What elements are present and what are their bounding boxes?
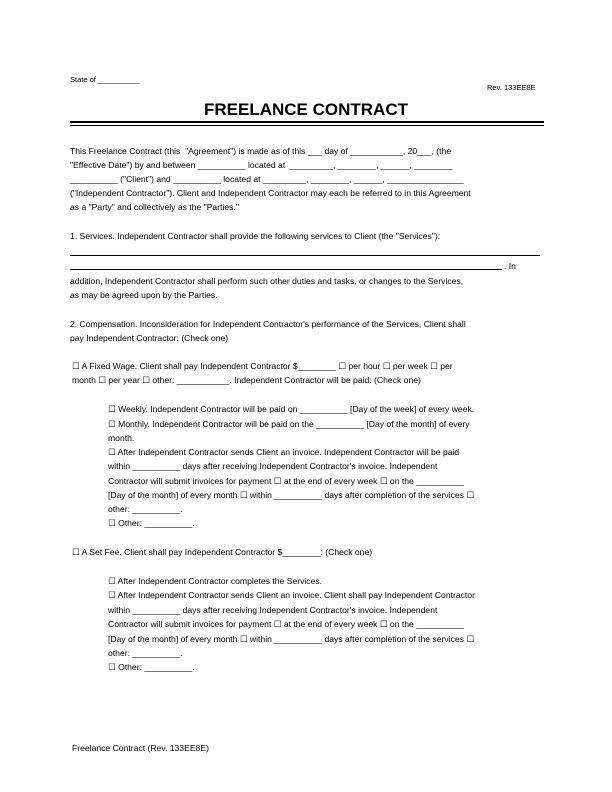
page-footer: Freelance Contract (Rev. 133EE8E) [72,743,209,753]
set-fee-invoice-line: other: __________. [108,648,183,658]
intro-line: This Freelance Contract (this "Agreement") is made as of this ___ day of ___________, 20___, (the [70,146,452,156]
state-of-field: State of __________ [70,75,140,84]
services-line-end: . In [504,261,516,271]
fixed-wage-other-option[interactable]: ☐ Other: __________. [108,518,195,528]
fixed-wage-invoice-option[interactable]: ☐ After Independent Contractor sends Client an invoice. Independent Contractor will be paid [108,447,460,457]
fixed-wage-invoice-line: other: __________. [108,504,183,514]
fixed-wage-invoice-line: within __________ days after receiving Independent Contractor's invoice. Independent [108,461,438,471]
title-rule-thick [70,121,544,123]
intro-line: "Effective Date") by and between __________ located at _________, ________, ______, ________ [70,160,453,170]
compensation-line: 2. Compensation. Inconsideration for Independent Contractor's performance of the Services, Client shall [70,319,466,329]
services-blank-line [70,255,540,256]
services-heading: 1. Services. Independent Contractor shall provide the following services to Client (the "Services"): [70,231,441,241]
intro-line: as a "Party" and collectively as the "Parties." [70,202,239,212]
services-blank-line [70,269,502,270]
fixed-wage-option[interactable]: ☐ A Fixed Wage. Client shall pay Independent Contractor $________ ☐ per hour ☐ per week ☐ per [72,361,453,371]
fixed-wage-monthly-option[interactable]: ☐ Monthly. Independent Contractor will be paid on the __________ [Day of the month] of every [108,419,470,429]
fixed-wage-invoice-line: Contractor will submit invoices for payment ☐ at the end of every week ☐ on the __________ [108,476,465,486]
intro-line: ("Independent Contractor"). Client and Independent Contractor may each be referred to in this Agreement [70,188,471,198]
fixed-wage-invoice-line: [Day of the month] of every month ☐ within __________ days after completion of the services ☐ [108,490,475,500]
title-rule-thin [70,125,544,126]
revision-number: Rev. 133EE8E [487,83,536,92]
set-fee-invoice-line: within __________ days after receiving Independent Contractor's invoice. Independent [108,605,438,615]
set-fee-invoice-line: Contractor will submit invoices for payment ☐ at the end of every week ☐ on the __________ [108,619,465,629]
fixed-wage-monthly-cont: month. [108,433,135,443]
fixed-wage-line: month ☐ per year ☐ other: ___________. Independent Contractor will be paid: (Check one) [72,375,421,385]
compensation-line: pay Independent Contractor: (Check one) [70,333,229,343]
fixed-wage-weekly-option[interactable]: ☐ Weekly. Independent Contractor will be paid on __________ [Day of the week] of every week. [108,404,475,414]
document-title: FREELANCE CONTRACT [204,100,408,119]
set-fee-completion-option[interactable]: ☐ After Independent Contractor completes the Services. [108,576,323,586]
set-fee-invoice-option[interactable]: ☐ After Independent Contractor sends Client an invoice. Client shall pay Independent Contractor [108,590,475,600]
set-fee-other-option[interactable]: ☐ Other: __________. [108,662,195,672]
intro-line: __________ ("Client") and __________ located at _________, ________, ______, ________________ [70,174,464,184]
services-line: addition, Independent Contractor shall perform such other duties and tasks, or changes to the Services, [70,276,464,286]
services-line: as may be agreed upon by the Parties. [70,290,218,300]
set-fee-invoice-line: [Day of the month] of every month ☐ within __________ days after completion of the services ☐ [108,634,475,644]
set-fee-option[interactable]: ☐ A Set Fee. Client shall pay Independent Contractor $________: (Check one) [72,547,373,557]
